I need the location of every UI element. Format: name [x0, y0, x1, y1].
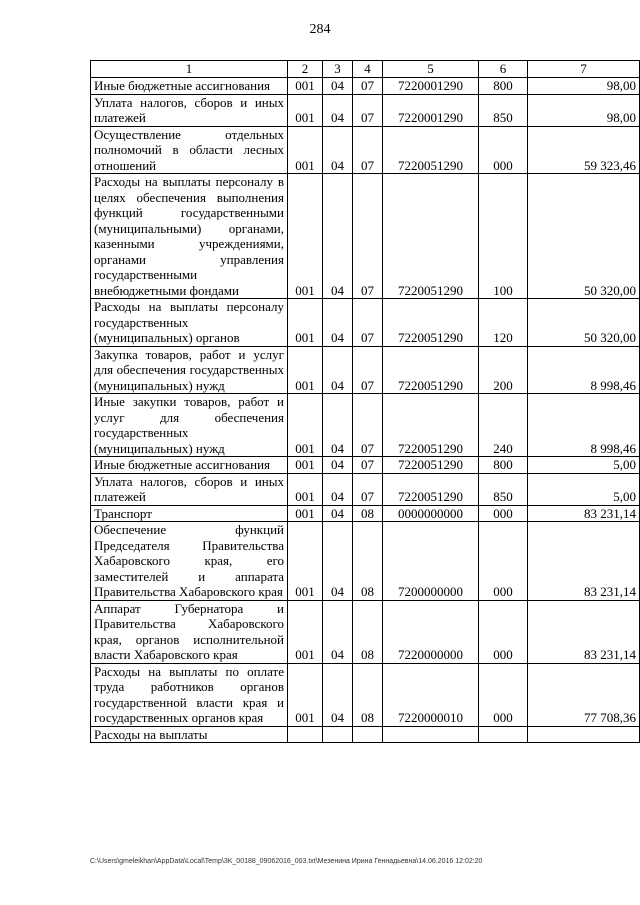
row-description: Иные бюджетные ассигнования	[91, 78, 288, 95]
code-target-article: 7220001290	[383, 94, 479, 126]
table-row	[91, 663, 640, 726]
code-section: 04	[323, 174, 353, 299]
code-target-article: 7220051290	[383, 299, 479, 347]
row-amount: 98,00	[528, 78, 640, 95]
code-subsection: 07	[353, 457, 383, 474]
table-row	[91, 394, 640, 457]
code-section	[323, 726, 353, 743]
code-subsection: 08	[353, 600, 383, 663]
row-description: Уплата налогов, сборов и иных платежей	[91, 94, 288, 126]
column-header: 1	[91, 61, 288, 78]
code-expense-type: 850	[479, 94, 528, 126]
code-expense-type: 800	[479, 457, 528, 474]
row-amount: 83 231,14	[528, 522, 640, 601]
code-expense-type	[479, 726, 528, 743]
code-subsection: 07	[353, 299, 383, 347]
code-section: 04	[323, 600, 353, 663]
row-amount: 83 231,14	[528, 505, 640, 522]
row-description: Обеспечение функций Председателя Правительства Хабаровского края, его заместителей и аппарата Правительства Хабаровского края	[91, 522, 288, 601]
code-subsection	[353, 726, 383, 743]
column-header: 7	[528, 61, 640, 78]
row-amount: 8 998,46	[528, 346, 640, 394]
code-ministry	[288, 726, 323, 743]
code-section: 04	[323, 473, 353, 505]
column-header: 3	[323, 61, 353, 78]
code-ministry: 001	[288, 94, 323, 126]
row-description: Уплата налогов, сборов и иных платежей	[91, 473, 288, 505]
code-section: 04	[323, 126, 353, 174]
row-amount: 59 323,46	[528, 126, 640, 174]
code-target-article: 7220051290	[383, 346, 479, 394]
row-description: Иные закупки товаров, работ и услуг для обеспечения государственных (муниципальных) нужд	[91, 394, 288, 457]
code-section: 04	[323, 94, 353, 126]
code-ministry: 001	[288, 663, 323, 726]
row-amount: 83 231,14	[528, 600, 640, 663]
code-expense-type: 800	[479, 78, 528, 95]
budget-table	[90, 60, 640, 743]
row-description: Транспорт	[91, 505, 288, 522]
column-header: 6	[479, 61, 528, 78]
code-ministry: 001	[288, 78, 323, 95]
row-amount: 77 708,36	[528, 663, 640, 726]
code-ministry: 001	[288, 522, 323, 601]
table-row	[91, 126, 640, 174]
code-target-article: 7220000000	[383, 600, 479, 663]
code-target-article: 0000000000	[383, 505, 479, 522]
code-section: 04	[323, 299, 353, 347]
code-expense-type: 000	[479, 126, 528, 174]
column-header: 4	[353, 61, 383, 78]
code-expense-type: 000	[479, 663, 528, 726]
code-section: 04	[323, 78, 353, 95]
row-description: Осуществление отдельных полномочий в области лесных отношений	[91, 126, 288, 174]
code-section: 04	[323, 505, 353, 522]
code-subsection: 07	[353, 174, 383, 299]
code-ministry: 001	[288, 600, 323, 663]
code-target-article: 7220051290	[383, 126, 479, 174]
row-description: Закупка товаров, работ и услуг для обеспечения государственных (муниципальных) нужд	[91, 346, 288, 394]
code-target-article: 7220051290	[383, 457, 479, 474]
table-row	[91, 174, 640, 299]
code-expense-type: 000	[479, 505, 528, 522]
code-expense-type: 200	[479, 346, 528, 394]
table-row	[91, 600, 640, 663]
row-amount: 50 320,00	[528, 174, 640, 299]
column-header: 5	[383, 61, 479, 78]
code-ministry: 001	[288, 505, 323, 522]
code-section: 04	[323, 346, 353, 394]
page-number: 284	[309, 22, 331, 37]
code-subsection: 08	[353, 663, 383, 726]
code-expense-type: 120	[479, 299, 528, 347]
column-header: 2	[288, 61, 323, 78]
code-expense-type: 000	[479, 600, 528, 663]
table-row	[91, 94, 640, 126]
code-subsection: 07	[353, 394, 383, 457]
table-row	[91, 457, 640, 474]
row-amount: 98,00	[528, 94, 640, 126]
row-description: Расходы на выплаты по оплате труда работников органов государственной власти края и государственных органов края	[91, 663, 288, 726]
footer-file-path: C:\Users\gmeleikhan\AppData\Local\Temp\3K_00188_09062016_003.txt\Мезенина Ирина Геннадьевна\14.06.2016 12:02:20	[90, 858, 483, 865]
row-description: Иные бюджетные ассигнования	[91, 457, 288, 474]
row-description: Расходы на выплаты	[91, 726, 288, 743]
row-amount: 8 998,46	[528, 394, 640, 457]
code-target-article	[383, 726, 479, 743]
code-expense-type: 850	[479, 473, 528, 505]
code-target-article: 7220001290	[383, 78, 479, 95]
table-row	[91, 78, 640, 95]
table-row	[91, 299, 640, 347]
table-row	[91, 346, 640, 394]
code-ministry: 001	[288, 394, 323, 457]
row-amount: 5,00	[528, 473, 640, 505]
row-amount	[528, 726, 640, 743]
code-subsection: 07	[353, 94, 383, 126]
code-subsection: 07	[353, 78, 383, 95]
code-subsection: 08	[353, 505, 383, 522]
code-section: 04	[323, 457, 353, 474]
table-row	[91, 505, 640, 522]
code-ministry: 001	[288, 126, 323, 174]
code-section: 04	[323, 663, 353, 726]
code-subsection: 07	[353, 473, 383, 505]
code-expense-type: 100	[479, 174, 528, 299]
code-target-article: 7220051290	[383, 473, 479, 505]
row-description: Расходы на выплаты персоналу государственных (муниципальных) органов	[91, 299, 288, 347]
row-description: Аппарат Губернатора и Правительства Хабаровского края, органов исполнительной власти Хабаровского края	[91, 600, 288, 663]
row-amount: 5,00	[528, 457, 640, 474]
code-subsection: 07	[353, 346, 383, 394]
row-amount: 50 320,00	[528, 299, 640, 347]
table-row	[91, 726, 640, 743]
code-subsection: 07	[353, 126, 383, 174]
table-row	[91, 522, 640, 601]
code-section: 04	[323, 522, 353, 601]
code-ministry: 001	[288, 346, 323, 394]
code-ministry: 001	[288, 174, 323, 299]
code-target-article: 7220000010	[383, 663, 479, 726]
table-header-row	[91, 61, 640, 78]
code-target-article: 7220051290	[383, 394, 479, 457]
code-target-article: 7200000000	[383, 522, 479, 601]
table-row	[91, 473, 640, 505]
row-description: Расходы на выплаты персоналу в целях обеспечения выполнения функций государственными (муниципальными) органами, казенными учреждениями, органами управления государственными внебюджетными фондами	[91, 174, 288, 299]
code-ministry: 001	[288, 299, 323, 347]
code-expense-type: 000	[479, 522, 528, 601]
code-section: 04	[323, 394, 353, 457]
code-ministry: 001	[288, 457, 323, 474]
code-ministry: 001	[288, 473, 323, 505]
code-target-article: 7220051290	[383, 174, 479, 299]
code-expense-type: 240	[479, 394, 528, 457]
code-subsection: 08	[353, 522, 383, 601]
